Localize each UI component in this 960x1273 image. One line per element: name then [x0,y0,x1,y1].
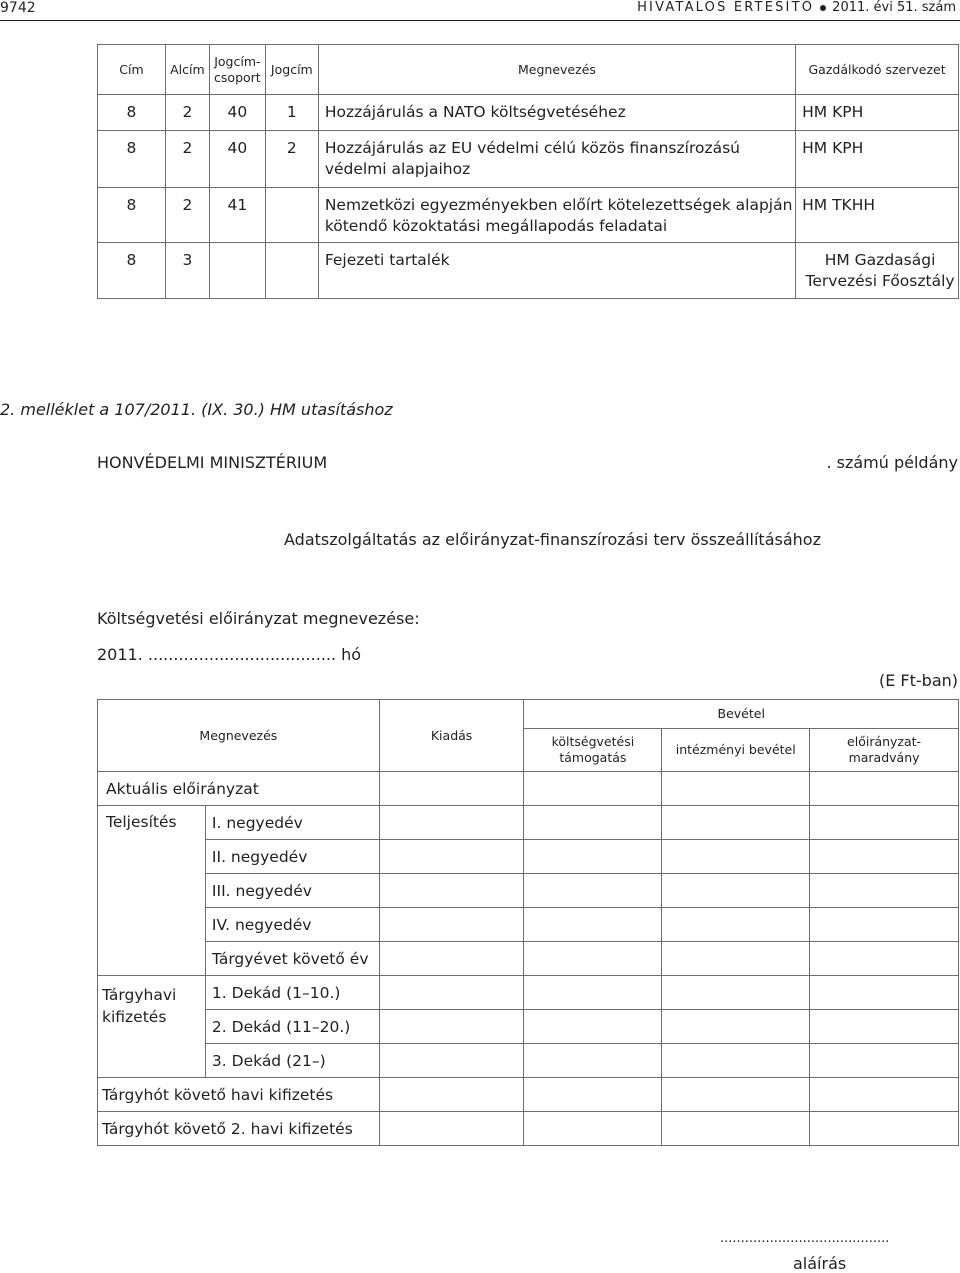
copy-number: . számú példány [826,453,958,472]
cell [524,1112,662,1146]
cell: HM KPH [796,131,959,188]
cell [265,188,318,243]
cell [524,772,662,806]
cell [379,1044,524,1078]
col-cim: Cím [98,45,166,95]
cell [662,976,810,1010]
cell [524,942,662,976]
cell [524,874,662,908]
table-row [98,1044,959,1078]
row-label: III. negyedév [205,874,379,908]
cell: 41 [209,188,265,243]
cell [524,806,662,840]
table-row [98,95,959,131]
table-row [98,840,959,874]
cell [265,243,318,299]
cell: 40 [209,131,265,188]
cell [524,1010,662,1044]
cell [662,874,810,908]
cell [379,874,524,908]
cell [810,1010,959,1044]
cell [662,1010,810,1044]
cell [662,1044,810,1078]
cell [810,1044,959,1078]
cell [379,840,524,874]
cell [810,1112,959,1146]
table-row [98,131,959,188]
cell [662,942,810,976]
table-row [98,243,959,299]
issue-label: 2011. évi 51. szám [832,0,956,15]
cell: 2 [165,188,209,243]
cell: 2 [265,131,318,188]
cell [810,1078,959,1112]
cell [379,806,524,840]
cell [662,1112,810,1146]
cell: 8 [98,188,166,243]
financing-plan-table [97,699,959,1146]
table-row [98,1010,959,1044]
col-kiadas: Kiadás [379,700,524,772]
cell [810,806,959,840]
cell [524,1078,662,1112]
row-label: 3. Dekád (21–) [205,1044,379,1078]
cell [524,908,662,942]
cell: Hozzájárulás az EU védelmi célú közös finanszírozású védelmi alapjaihoz [318,131,795,188]
table-header-row [98,45,959,95]
cell: Nemzetközi egyezményekben előírt kötelezettségek alapján kötendő közoktatási megállapodás feladatai [318,188,795,243]
cell [810,942,959,976]
row-label: Tárgyévet követő év [205,942,379,976]
col-jogcimcsoport: Jogcím- csoport [209,45,265,95]
cell [810,874,959,908]
row-label: II. negyedév [205,840,379,874]
col-bevetel: Bevétel [524,700,959,729]
cell [662,806,810,840]
appropriation-label: Költségvetési előirányzat megnevezése: [97,609,420,628]
table-row [98,806,959,840]
table-row [98,1112,959,1146]
cell [524,1044,662,1078]
row-label: 1. Dekád (1–10.) [205,976,379,1010]
table-row [98,942,959,976]
cell: Hozzájárulás a NATO költségvetéséhez [318,95,795,131]
cell: 2 [165,131,209,188]
row-label: IV. negyedév [205,908,379,942]
cell [524,840,662,874]
signature-label: aláírás [793,1254,847,1273]
col-megnevezes: Megnevezés [318,45,795,95]
cell [379,1010,524,1044]
row-label: Tárgyhót követő 2. havi kifizetés [98,1112,380,1146]
cell: 2 [165,95,209,131]
row-group-label: Teljesítés [98,806,206,976]
col-koltsegvetesi-tamogatas: költségvetési támogatás [524,729,662,772]
cell: HM Gazdasági Tervezési Főosztály [796,243,959,299]
cell [810,908,959,942]
cell [662,840,810,874]
cell: 8 [98,131,166,188]
cell [379,908,524,942]
col-intezmenyi-bevetel: intézményi bevétel [662,729,810,772]
date-line: 2011. ..................................... hó [97,645,362,664]
cell: HM KPH [796,95,959,131]
cell: 3 [165,243,209,299]
cell [379,942,524,976]
signature-line: ......................................... [720,1231,890,1246]
col-jogcim: Jogcím [265,45,318,95]
cell [662,1078,810,1112]
bullet-icon [820,5,826,11]
cell [810,772,959,806]
cell: 1 [265,95,318,131]
page-number: 9742 [0,0,36,16]
cell: 8 [98,243,166,299]
row-label: 2. Dekád (11–20.) [205,1010,379,1044]
row-label: I. negyedév [205,806,379,840]
cell [209,243,265,299]
cell [379,772,524,806]
table-row [98,1078,959,1112]
header-divider [0,20,960,21]
col-megnevezes: Megnevezés [98,700,380,772]
table-row [98,874,959,908]
journal-title: HIVATALOS ÉRTESÍTŐ [637,0,815,15]
table-row [98,908,959,942]
table-row [98,772,959,806]
cell [662,772,810,806]
row-label: Aktuális előirányzat [98,772,380,806]
row-label: Tárgyhót követő havi kifizetés [98,1078,380,1112]
row-group-label: Tárgyhavi kifizetés [98,976,206,1078]
unit-label: (E Ft-ban) [878,671,958,690]
col-alcim: Alcím [165,45,209,95]
allocation-table [97,44,959,299]
cell [810,976,959,1010]
table-row [98,188,959,243]
cell: 8 [98,95,166,131]
cell [379,976,524,1010]
ministry-name: HONVÉDELMI MINISZTÉRIUM [97,453,328,472]
cell [379,1078,524,1112]
col-szervezet: Gazdálkodó szervezet [796,45,959,95]
annex-title: 2. melléklet a 107/2011. (IX. 30.) HM utasításhoz [0,400,393,419]
table-row [98,976,959,1010]
cell [662,908,810,942]
cell: Fejezeti tartalék [318,243,795,299]
cell [379,1112,524,1146]
cell: HM TKHH [796,188,959,243]
cell [810,840,959,874]
cell [524,976,662,1010]
cell: 40 [209,95,265,131]
table-header-row [98,700,959,729]
running-header [637,0,956,15]
col-eloiranyzat-maradvany: előirányzat- maradvány [810,729,959,772]
document-title: Adatszolgáltatás az előirányzat-finanszírozási terv összeállításához [284,530,821,549]
